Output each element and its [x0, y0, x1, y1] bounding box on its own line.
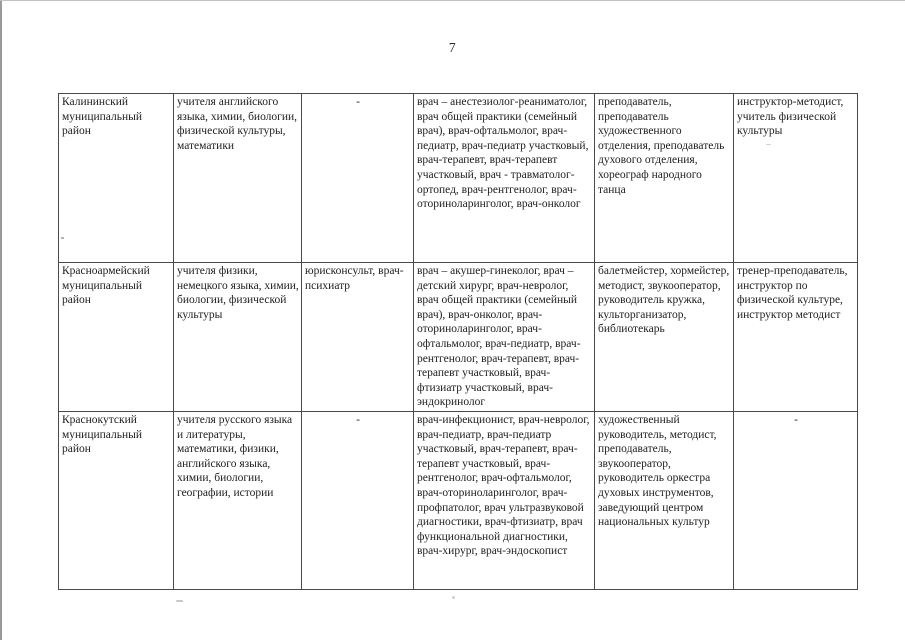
cell-district: Красноармейский муниципальный район [59, 263, 174, 412]
page-number: 7 [448, 40, 457, 55]
cell-district: Краснокутский муниципальный район [59, 411, 174, 589]
cell-other-specialists: - [302, 411, 414, 589]
cell-teachers: учителя русского языка и литературы, математики, физики, английского языка, химии, биологии, географии, истории [174, 411, 302, 589]
scan-edge-top [0, 0, 905, 1]
cell-culture-workers: художественный руководитель, методист, преподаватель, звукооператор, руководитель оркестра духовых инструментов, заведующий центром национальных культур [595, 411, 734, 589]
vacancies-table [58, 93, 858, 590]
cell-doctors: врач – анестезиолог-реаниматолог, врач общей практики (семейный врач), врач-офтальмолог, врач-педиатр, врач-педиатр участковый, врач-терапевт, врач-терапевт участковый, врач - травматолог-ортопед, врач-рентгенолог, врач-оториноларинголог, врач-онколог [414, 94, 595, 263]
cell-culture-workers: балетмейстер, хормейстер, методист, звукооператор, руководитель кружка, культорганизатор, библиотекарь [595, 263, 734, 412]
cell-other-specialists: юрисконсульт, врач-психиатр [302, 263, 414, 412]
scan-edge-left [0, 0, 2, 640]
scan-artifact [766, 144, 771, 145]
cell-sport-workers: - [734, 411, 858, 589]
cell-doctors: врач-инфекционист, врач-невролог, врач-педиатр, врач-педиатр участковый, врач-терапевт, врач-терапевт участковый, врач-рентгенолог, врач-офтальмолог, врач-оториноларинголог, врач-профпатолог, врач ультразвуковой диагностики, врач-фтизиатр, врач функциональной диагностики, врач-хирург, врач-эндоскопист [414, 411, 595, 589]
cell-district: Калининский муниципальный район [59, 94, 174, 263]
cell-other-specialists: - [302, 94, 414, 263]
table-row-krasnokutsky [59, 411, 858, 589]
table-row-krasnoarmeysky [59, 263, 858, 412]
scan-artifact [452, 596, 455, 599]
cell-doctors: врач – акушер-гинеколог, врач – детский хирург, врач-невролог, врач общей практики (семейный врач), врач-онколог, врач-оториноларинголог, врач-офтальмолог, врач-педиатр, врач-рентгенолог, врач-терапевт, врач-терапевт участковый, врач-фтизиатр участковый, врач-эндокринолог [414, 263, 595, 412]
cell-sport-workers: тренер-преподаватель, инструктор по физической культуре, инструктор методист [734, 263, 858, 412]
cell-teachers: учителя английского языка, химии, биологии, физической культуры, математики [174, 94, 302, 263]
scan-artifact [176, 600, 183, 602]
cell-teachers: учителя физики, немецкого языка, химии, биологии, физической культуры [174, 263, 302, 412]
table-row-kalininsky [59, 94, 858, 263]
scan-artifact [61, 237, 64, 239]
cell-sport-workers: инструктор-методист, учитель физической культуры [734, 94, 858, 263]
cell-culture-workers: преподаватель, преподаватель художественного отделения, преподаватель духового отделения, хореограф народного танца [595, 94, 734, 263]
